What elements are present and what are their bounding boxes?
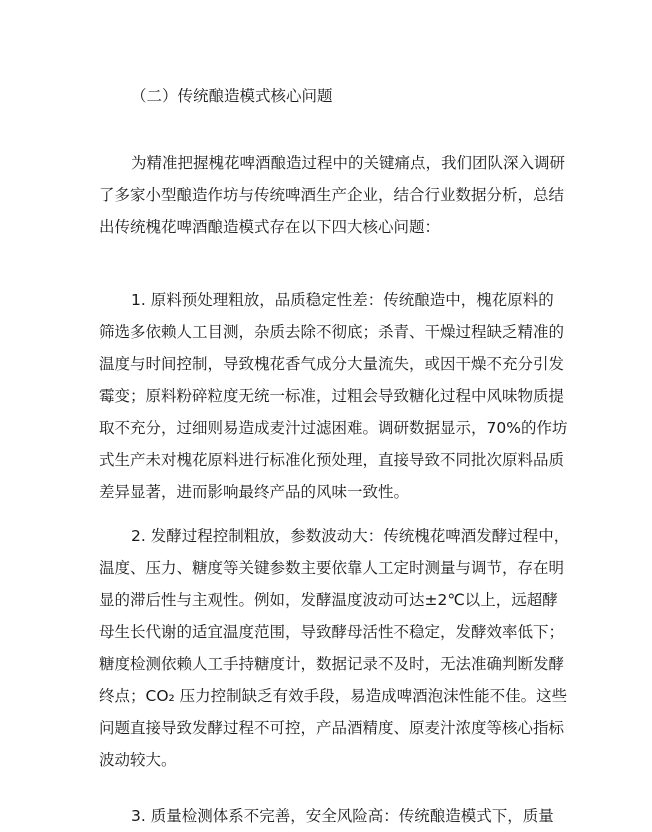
problem-1-line: 温度与时间控制，导致槐花香气成分大量流失，或因干燥不充分引发 [99,355,565,373]
problem-2-line: 显的滞后性与主观性。例如，发酵温度波动可达±2℃以上，远超酵 [99,591,558,609]
problem-2-line: 问题直接导致发酵过程不可控，产品酒精度、原麦汁浓度等核心指标 [99,719,565,737]
problem-1-line: 取不充分，过细则易造成麦汁过滤困难。调研数据显示，70%的作坊 [99,419,568,437]
problem-2-line: 母生长代谢的适宜温度范围，导致酵母活性不稳定，发酵效率低下； [99,623,565,641]
problem-2-line: 终点；CO₂ 压力控制缺乏有效手段，易造成啤酒泡沫性能不佳。这些 [99,687,568,705]
section-heading: （二）传统酿造模式核心问题 [131,87,333,105]
problem-2-line: 2. 发酵过程控制粗放，参数波动大：传统槐花啤酒发酵过程中， [131,527,570,545]
problem-1-line: 1. 原料预处理粗放，品质稳定性差：传统酿造中，槐花原料的 [131,291,554,309]
intro-line: 出传统槐花啤酒酿造模式存在以下四大核心问题： [99,218,441,236]
problem-2-line: 糖度检测依赖人工手持糖度计，数据记录不及时，无法准确判断发酵 [99,655,565,673]
problem-3-line: 3. 质量检测体系不完善，安全风险高：传统酿造模式下，质量 [131,807,554,825]
problem-1-line: 式生产未对槐花原料进行标准化预处理，直接导致不同批次原料品质 [99,451,565,469]
problem-2-line: 温度、压力、糖度等关键参数主要依靠人工定时测量与调节，存在明 [99,559,565,577]
problem-1-line: 筛选多依赖人工目测，杂质去除不彻底；杀青、干燥过程缺乏精准的 [99,323,565,341]
problem-1-line: 霉变；原料粉碎粒度无统一标准，过粗会导致糖化过程中风味物质提 [99,387,565,405]
problem-2-line: 波动较大。 [99,751,177,769]
intro-line: 了多家小型酿造作坊与传统啤酒生产企业，结合行业数据分析，总结 [99,186,565,204]
intro-line: 为精准把握槐花啤酒酿造过程中的关键痛点，我们团队深入调研 [131,154,566,172]
problem-1-line: 差异显著，进而影响最终产品的风味一致性。 [99,483,410,501]
